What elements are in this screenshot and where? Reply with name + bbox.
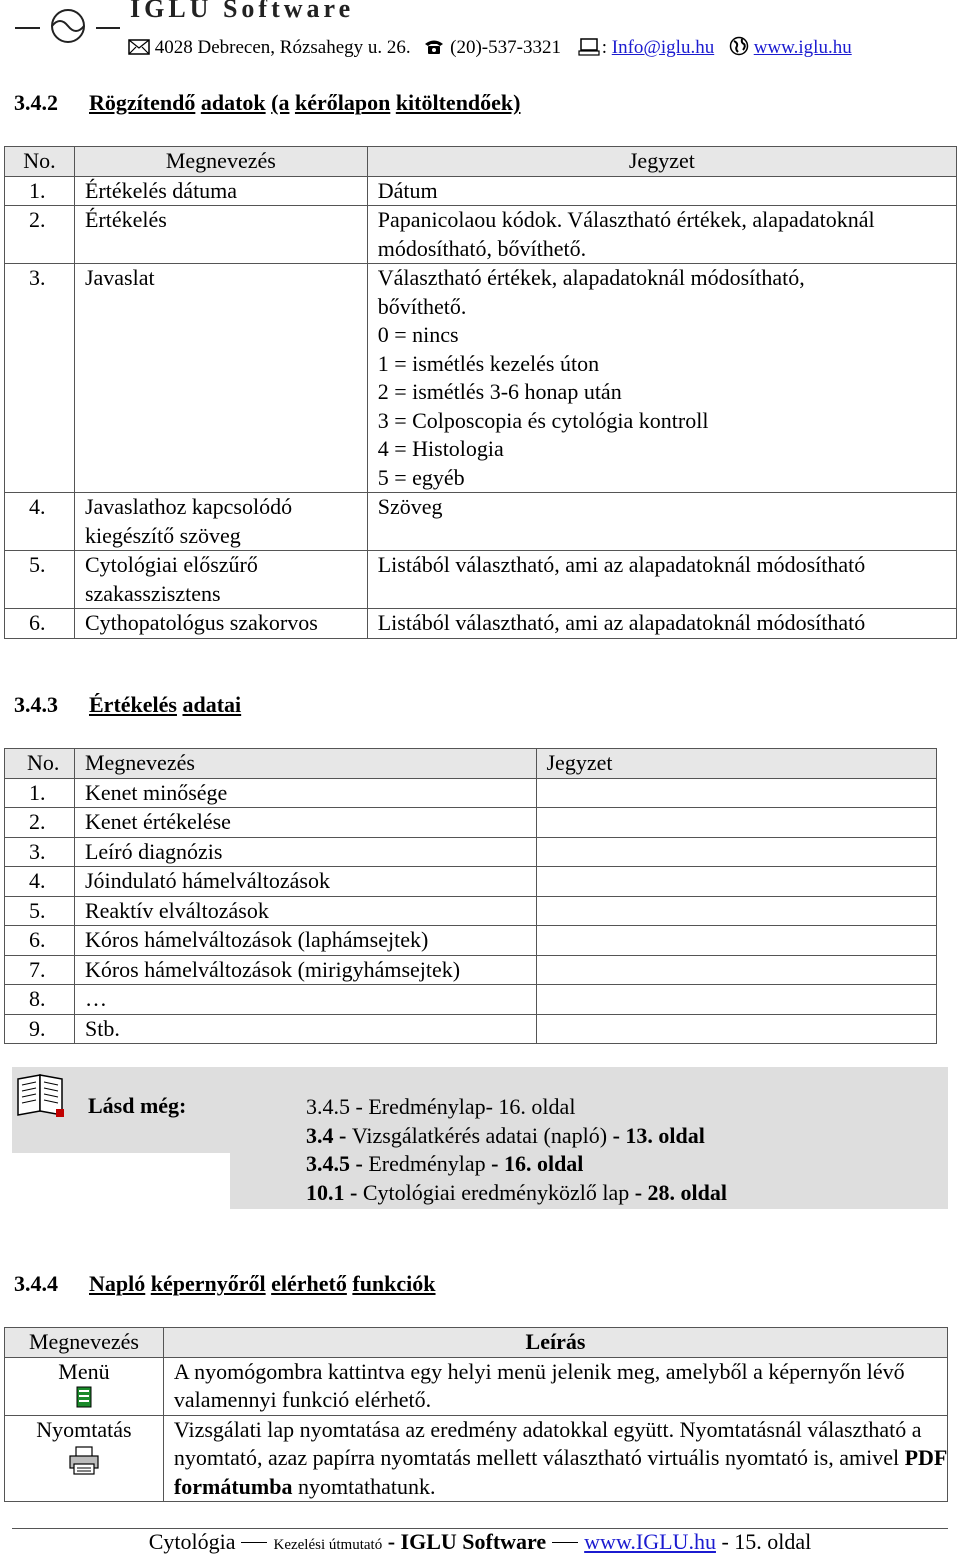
page-number: - 15. oldal (721, 1529, 812, 1554)
see-also-link[interactable]: 3.4 - Vizsgálatkérés adatai (napló) - 13. oldal (306, 1122, 705, 1148)
envelope-icon (128, 38, 150, 56)
table-row: 2. Értékelés Papanicolaou kódok. Választható értékek, alapadatoknál módosítható, bővíthető. (5, 206, 957, 264)
web-link[interactable]: www.iglu.hu (753, 37, 852, 58)
functions-table (4, 1327, 948, 1502)
globe-icon (729, 36, 749, 56)
table-row: 5. Cytológiai előszűrő szakasszisztens Listából választható, ami az alapadatoknál módosítható (5, 551, 957, 609)
function-description: A nyomógombra kattintva egy helyi menü jelenik meg, amelyből a képernyőn lévő valamennyi funkció elérhető. (163, 1357, 947, 1415)
table-row: 4. Javaslathoz kapcsolódó kiegészítő szöveg Szöveg (5, 493, 957, 551)
function-description: Vizsgálati lap nyomtatása az eredmény adatokkal együtt. Nyomtatásnál választható a nyomtató, azaz papírra nyomtatás mellett választható virtuális nyomtató is, amivel PDF formátumba nyomtathatunk. (163, 1415, 947, 1502)
table-row: 7. Kóros hámelváltozások (mirigyhámsejtek) (5, 955, 937, 985)
table-row: 5. Reaktív elváltozások (5, 896, 937, 926)
table-header-row (5, 147, 957, 177)
address-text: 4028 Debrecen, Rózsahegy u. 26. (154, 37, 411, 58)
function-name: Menü (58, 1358, 110, 1384)
see-also-label: Lásd még: (88, 1093, 187, 1118)
col-header-name: Megnevezés (74, 749, 536, 779)
table-row: 6. Kóros hámelváltozások (laphámsejtek) (5, 926, 937, 956)
evaluation-data-table (4, 748, 937, 1044)
table-row: 3. Javaslat Választható értékek, alapadatoknál módosítható, bővíthető. 0 = nincs 1 = ismétlés kezelés úton 2 = ismétlés 3-6 honap után 3 = Colposcopia és cytológia kontroll 4 = Histologia 5 = egyéb (5, 264, 957, 493)
recorded-data-table (4, 146, 957, 639)
col-header-name: Megnevezés (5, 1328, 164, 1358)
email-prefix: : (601, 37, 607, 58)
footer-web-link[interactable]: www.IGLU.hu (584, 1529, 716, 1554)
table-header-row (5, 1328, 948, 1358)
book-icon (14, 1071, 68, 1121)
computer-icon (578, 38, 602, 56)
col-header-no: No. (5, 749, 75, 779)
table-row (5, 1357, 948, 1415)
table-row: 3. Leíró diagnózis (5, 837, 937, 867)
see-also-list (306, 1093, 727, 1207)
printer-icon[interactable] (68, 1446, 100, 1476)
section-heading-3-4-4: 3.4.4 Napló képernyőről elérhető funkciók (14, 1271, 436, 1296)
function-name: Nyomtatás (36, 1416, 132, 1442)
email-link[interactable]: Info@iglu.hu (611, 37, 715, 58)
iglu-logo (0, 0, 120, 50)
menu-icon[interactable] (76, 1386, 92, 1408)
see-also-item: 3.4.5 - Eredménylap- 16. oldal (306, 1094, 576, 1119)
col-header-note: Jegyzet (536, 749, 937, 779)
see-also-link[interactable]: 3.4.5 - Eredménylap - 16. oldal (306, 1151, 584, 1176)
table-row: 4. Jóindulató hámelváltozások (5, 867, 937, 897)
company-name: IGLU Software (130, 0, 355, 23)
col-header-name: Megnevezés (74, 147, 367, 177)
table-row: 1. Értékelés dátuma Dátum (5, 176, 957, 206)
table-row: 6. Cythopatológus szakorvos Listából választható, ami az alapadatoknál módosítható (5, 609, 957, 639)
see-also-link[interactable]: 10.1 - Cytológiai eredményközlő lap - 28. oldal (306, 1179, 727, 1205)
col-header-desc: Leírás (163, 1328, 947, 1358)
table-row (5, 1415, 948, 1502)
section-number: 3.4.4 (14, 1271, 58, 1296)
col-header-note: Jegyzet (367, 147, 956, 177)
table-row: 9. Stb. (5, 1014, 937, 1044)
section-number: 3.4.2 (14, 90, 58, 115)
phone-text: (20)-537-3321 (450, 37, 561, 58)
phone-icon (423, 38, 445, 56)
col-header-no: No. (5, 147, 75, 177)
section-heading-3-4-3: 3.4.3 Értékelés adatai (14, 692, 242, 717)
table-row: 2. Kenet értékelése (5, 808, 937, 838)
table-header-row (5, 749, 937, 779)
table-row: 8. … (5, 985, 937, 1015)
section-heading-3-4-2: 3.4.2 Rögzítendő adatok (a kérőlapon kitöltendőek) (14, 90, 521, 115)
section-number: 3.4.3 (14, 692, 58, 717)
table-row: 1. Kenet minősége (5, 778, 937, 808)
contact-line (128, 36, 852, 59)
see-also-box (12, 1067, 948, 1209)
page-footer: Cytológia Kezelési útmutató - IGLU Software www.IGLU.hu - 15. oldal (148, 1529, 812, 1554)
